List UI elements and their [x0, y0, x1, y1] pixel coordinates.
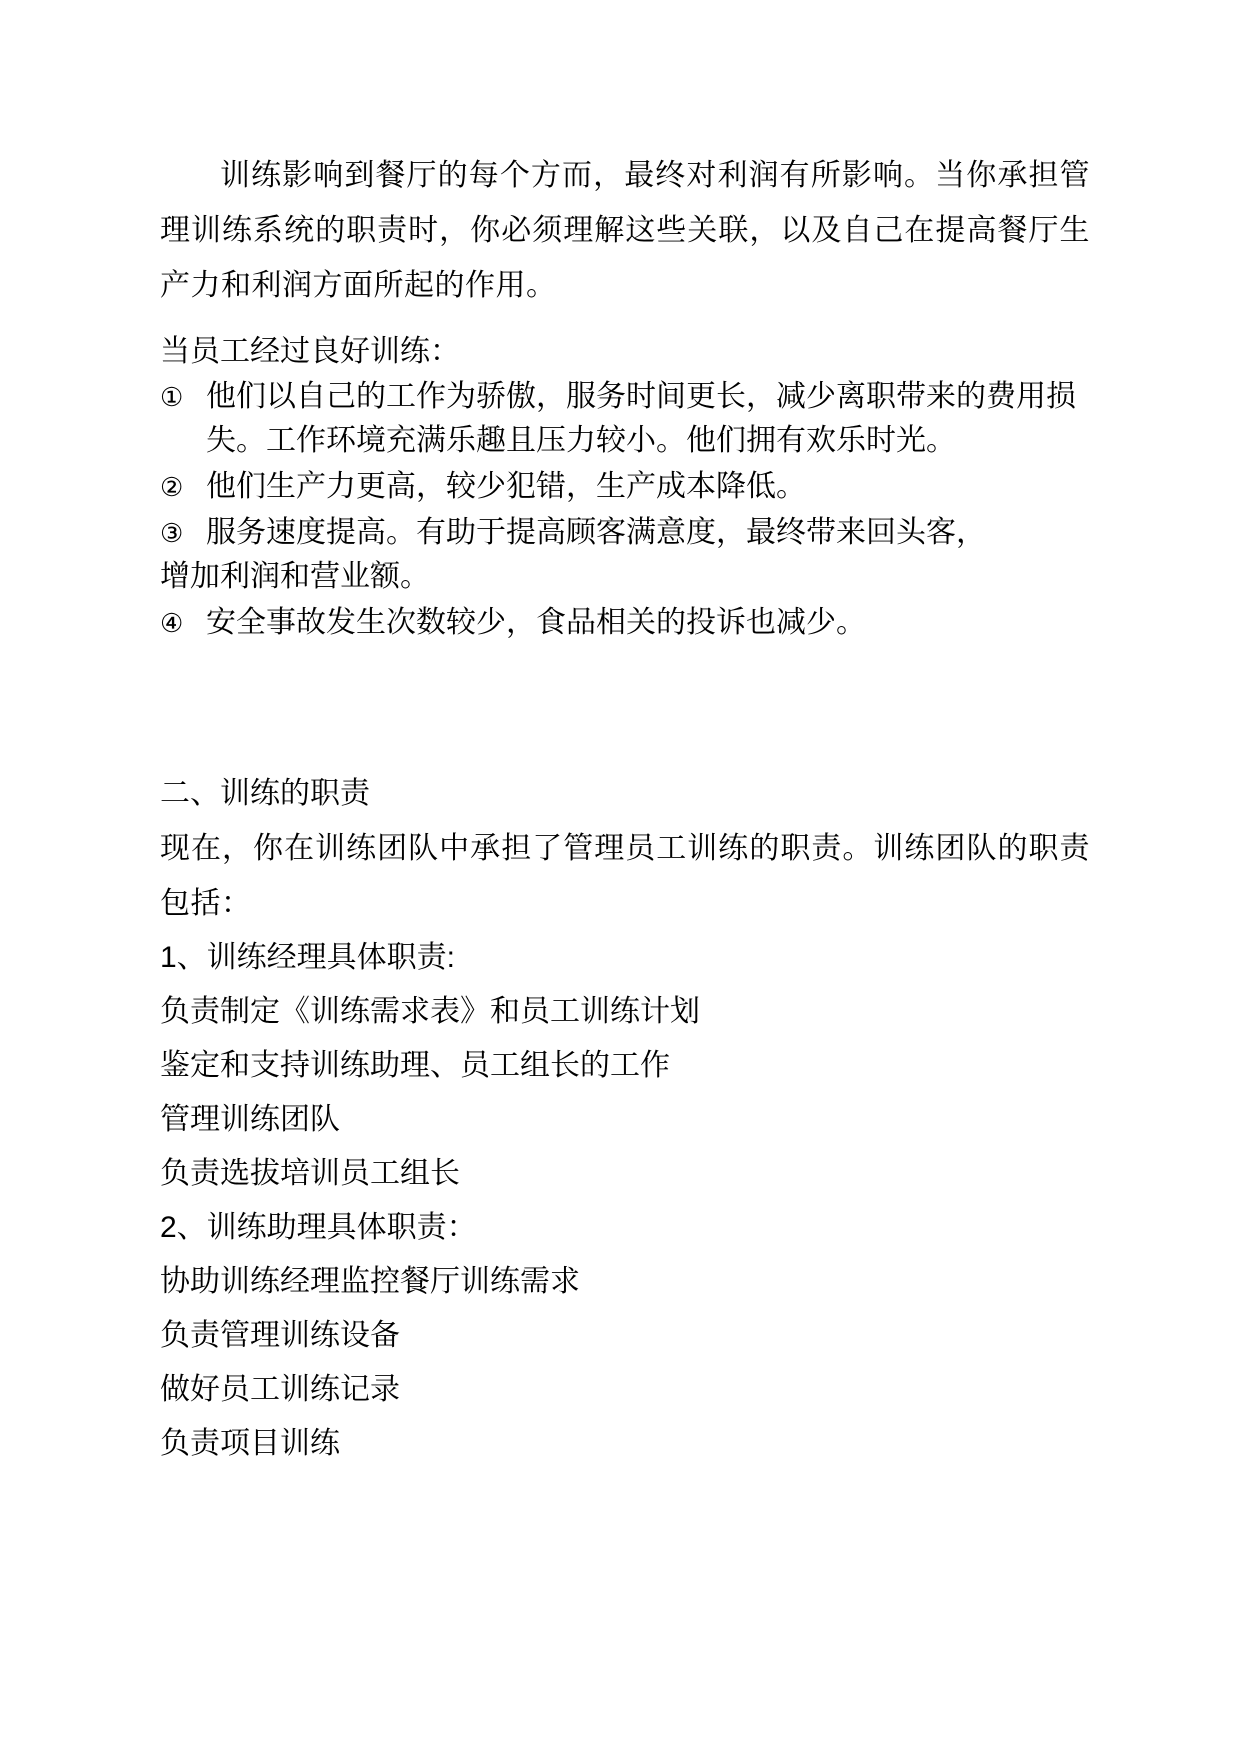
intro-paragraph: 训练影响到餐厅的每个方而，最终对利润有所影响。当你承担管理训练系统的职责时，你必须理解这些关联，以及自己在提高餐厅生产力和利润方面所起的作用。 — [160, 159, 1090, 302]
subsection-2-item: 负责项目训练 — [160, 1427, 340, 1460]
list-marker: ② — [160, 472, 184, 502]
benefits-lead-in: 当员工经过良好训练： — [160, 335, 460, 368]
document-body — [160, 148, 1090, 1471]
list-item-text: 服务速度提高。有助于提高顾客满意度，最终带来回头客， — [206, 516, 986, 549]
list-item-text: 他们生产力更高，较少犯错，生产成本降低。 — [206, 470, 806, 503]
list-item-text: 安全事故发生次数较少，食品相关的投诉也减少。 — [206, 606, 866, 639]
list-item — [160, 601, 1090, 645]
list-marker: ④ — [160, 608, 184, 638]
subsection-2-item: 做好员工训练记录 — [160, 1373, 400, 1406]
benefits-list — [160, 375, 1090, 645]
section-paragraph: 现在，你在训练团队中承担了管理员工训练的职责。训练团队的职责包括： — [160, 832, 1090, 920]
list-item-text-continuation: 增加利润和营业额。 — [160, 560, 430, 593]
list-marker: ③ — [160, 518, 184, 548]
list-item-text-wrap — [160, 511, 1090, 599]
subsection-2-item: 协助训练经理监控餐厅训练需求 — [160, 1265, 580, 1298]
list-item — [160, 465, 1090, 509]
subsection-heading-1: 1、训练经理具体职责: — [160, 941, 456, 974]
subsection-1-item: 管理训练团队 — [160, 1103, 340, 1136]
list-item — [160, 375, 1090, 463]
list-marker: ① — [160, 382, 184, 412]
spacer — [160, 313, 1090, 329]
section-spacer — [160, 647, 1090, 767]
subsection-2-item: 负责管理训练设备 — [160, 1319, 400, 1352]
subsection-1-item: 负责选拔培训员工组长 — [160, 1157, 460, 1190]
subsection-1-item: 负责制定《训练需求表》和员工训练计划 — [160, 995, 700, 1028]
list-item-text: 他们以自己的工作为骄傲，服务时间更长，减少离职带来的费用损失。工作环境充满乐趣且压力较小。他们拥有欢乐时光。 — [206, 380, 1076, 457]
list-item — [160, 511, 1090, 599]
section-heading: 二、训练的职责 — [160, 777, 370, 810]
subsection-heading-2: 2、训练助理具体职责： — [160, 1211, 477, 1244]
subsection-1-item: 鉴定和支持训练助理、员工组长的工作 — [160, 1049, 670, 1082]
